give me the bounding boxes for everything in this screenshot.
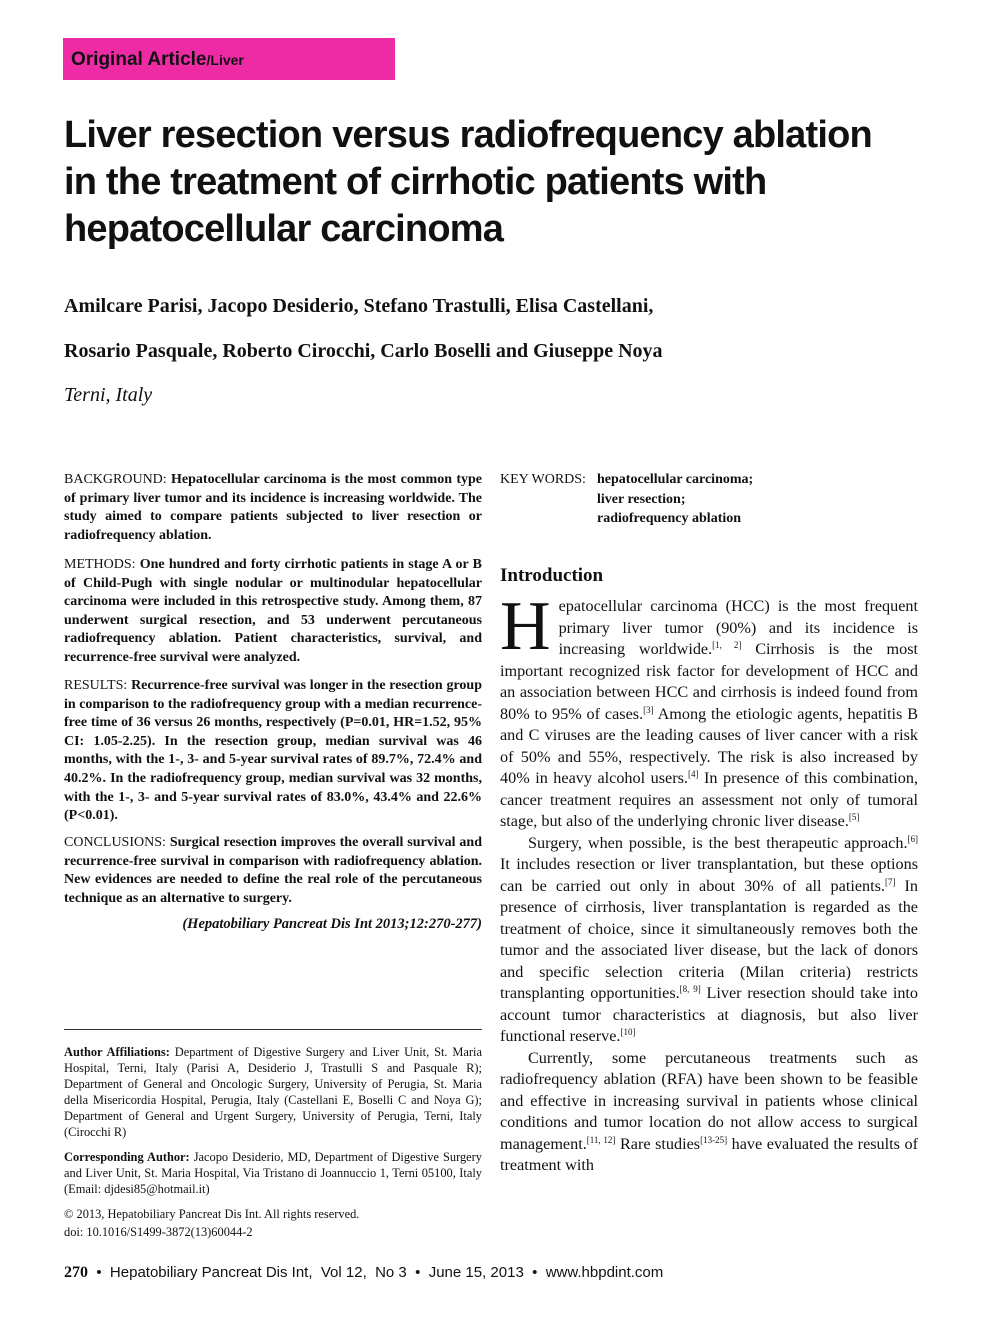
background-text: Hepatocellular carcinoma is the most common type of primary liver tumor and its incidence is increasing worldwide. The study aimed to compare patients subjected to liver resection or radiofrequency ablation. [64, 472, 483, 543]
title-line: in the treatment of cirrhotic patients with [64, 161, 767, 203]
authors-line-1: Amilcare Parisi, Jacopo Desiderio, Stefano Trastulli, Elisa Castellani, [64, 295, 654, 317]
footer-journal: Hepatobiliary Pancreat Dis Int, [109, 1264, 313, 1281]
reference-marker[interactable]: [1, 2] [712, 640, 742, 650]
text-run: It includes resection or liver transplantation, but these options can be carried out only in about 30% of all patients. [500, 855, 918, 895]
author-location: Terni, Italy [64, 384, 153, 406]
text-run: epatocellular carcinoma (HCC) is the most frequent primary liver tumor (90%) and its incidence is increasing worldwide. [558, 597, 918, 658]
text-run: Surgery, when possible, is the best therapeutic approach. [528, 833, 908, 852]
reference-marker[interactable]: [8, 9] [679, 984, 701, 994]
reference-marker[interactable]: [7] [884, 876, 896, 887]
corresponding-text: Jacopo Desiderio, MD, Department of Digestive Surgery and Liver Unit, St. Maria Hospital, Via Tristano di Joannuccio 1, Terni 05100, Italy (Email: djdesi85@hotmail.it) [64, 1150, 482, 1196]
conclusions-label: CONCLUSIONS: [64, 835, 166, 850]
article-title [64, 112, 944, 253]
footer-issue: No 3 [375, 1264, 407, 1281]
background-label: BACKGROUND: [64, 472, 167, 487]
authors-line-2: Rosario Pasquale, Roberto Cirocchi, Carlo Boselli and Giuseppe Noya [64, 340, 663, 362]
footer-date: June 15, 2013 [428, 1264, 524, 1281]
methods-text: One hundred and forty cirrhotic patients in stage A or B of Child-Pugh with single nodular or multinodular hepatocellular carcinoma were included in this retrospective study. Among them, 87 underwent surgical resection, and 53 underwent percutaneous radiofrequency ablation. Patient characteristics, survival, and recurrence-free survival were analyzed. [64, 557, 482, 665]
author-affiliations [64, 1044, 482, 1140]
journal-citation: (Hepatobiliary Pancreat Dis Int 2013;12:270-277) [182, 916, 482, 932]
title-line: Liver resection versus radiofrequency ablation [64, 114, 872, 156]
reference-marker[interactable]: [5] [848, 812, 860, 822]
text-run: In presence of this combination, cancer treatment requires an assessment not only of tumoral stage, but also of the underlying chronic liver disease. [500, 769, 918, 830]
introduction-body [500, 588, 919, 1177]
methods-label: METHODS: [64, 557, 136, 572]
article-type-label: Original Article/Liver [71, 49, 244, 70]
intro-paragraph-3 [500, 1048, 918, 1177]
text-run: Rare studies [615, 1134, 701, 1153]
text-run: have evaluated the results of treatment with [500, 1134, 918, 1174]
page-number: 270 [64, 1264, 88, 1281]
intro-paragraph-2 [500, 833, 918, 1048]
abstract-background [64, 471, 482, 545]
copyright-line: © 2013, Hepatobiliary Pancreat Dis Int. All rights reserved. [64, 1207, 360, 1221]
title-line: hepatocellular carcinoma [64, 208, 504, 250]
drop-cap: H [500, 588, 551, 665]
keyword-item: liver resection; [597, 491, 686, 507]
article-subcategory: Liver [210, 52, 244, 68]
reference-marker[interactable]: [3] [643, 704, 654, 715]
conclusions-text: Surgical resection improves the overall survival and recurrence-free survival in comparison with radiofrequency ablation. New evidences are needed to define the real role of the percutaneous technique as an alternative to surgery. [64, 835, 482, 906]
footer-url: www.hbpdint.com [545, 1264, 664, 1281]
article-category: Original Article [71, 49, 207, 70]
text-run: In presence of cirrhosis, liver transplantation is regarded as the treatment of choice, since it simultaneously removes both the tumor and the associated liver disease, but the lack of donors and specific selection criteria (Milan criteria) restricts transplanting opportunities. [500, 876, 919, 1002]
results-label: RESULTS: [64, 678, 128, 693]
reference-marker[interactable]: [10] [620, 1027, 636, 1037]
keyword-item: hepatocellular carcinoma; [597, 472, 754, 487]
keyword-item: radiofrequency ablation [597, 511, 742, 526]
footnote-divider [64, 1029, 482, 1030]
reference-marker[interactable]: [4] [687, 769, 699, 779]
page-footer: 270 • Hepatobiliary Pancreat Dis Int, Vol 12, No 3 • June 15, 2013 • www.hbpdint.com [64, 1264, 664, 1281]
abstract-results [64, 677, 482, 826]
article-type-badge [63, 38, 395, 80]
abstract-methods [64, 556, 482, 668]
paragraph-1-text [500, 588, 918, 830]
text-run: Liver resection should take into account tumor characteristics at diagnosis, but also liver functional reserve. [500, 984, 919, 1045]
corresponding-label: Corresponding Author: [64, 1150, 190, 1164]
introduction-heading: Introduction [500, 565, 604, 586]
keywords-list [597, 470, 753, 529]
corresponding-author [64, 1149, 482, 1197]
results-text: Recurrence-free survival was longer in the resection group in comparison to the radiofrequency group with a median recurrence-free time of 36 versus 26 months, respectively (P=0.01, HR=1.52, 95% CI: 1.05-2.25). In the resection group, median survival was 46 months, with the 1-, 3- and 5-year survival rates of 89.7%, 72.4% and 40.2%. In the radiofrequency group, median survival was 32 months, with the 1-, 3- and 5-year survival rates of 83.0%, 43.4% and 22.6% (P<0.01). [64, 678, 482, 824]
keywords-label: KEY WORDS: [500, 472, 586, 487]
reference-marker[interactable]: [13-25] [700, 1134, 728, 1145]
reference-marker[interactable]: [11, 12] [586, 1134, 616, 1145]
text-run: Cirrhosis is the most important recognized risk factor for development of HCC and an association between HCC and cirrhosis is indeed found from 80% to 95% of cases. [500, 640, 918, 723]
affiliations-label: Author Affiliations: [64, 1045, 170, 1059]
text-run: Among the etiologic agents, hepatitis B and C viruses are the leading causes of liver cancer with a risk of 50% and 55%, respectively. The risk is also increased by 40% in heavy alcohol users. [500, 704, 918, 787]
affiliations-text: Department of Digestive Surgery and Liver Unit, St. Maria Hospital, Terni, Italy (Parisi A, Desiderio J, Trastulli S and Pasquale R); Department of General and Oncologic Surgery, University of Perugia, St. Maria della Misericordia Hospital, Perugia, Italy (Castellani E, Boselli C and Noya G); Department of General and Urgent Surgery, University of Perugia, Terni, Italy (Cirocchi R) [64, 1045, 482, 1139]
intro-paragraph-1 [500, 588, 918, 833]
doi-line: doi: 10.1016/S1499-3872(13)60044-2 [64, 1225, 253, 1239]
text-run: Currently, some percutaneous treatments such as radiofrequency ablation (RFA) have been shown to be feasible and effective in increasing survival in patients whose clinical conditions and tumor location do not allow access to surgical management. [500, 1048, 918, 1153]
reference-marker[interactable]: [6] [907, 833, 918, 844]
footer-volume: Vol 12, [320, 1264, 367, 1281]
abstract-conclusions [64, 834, 482, 908]
